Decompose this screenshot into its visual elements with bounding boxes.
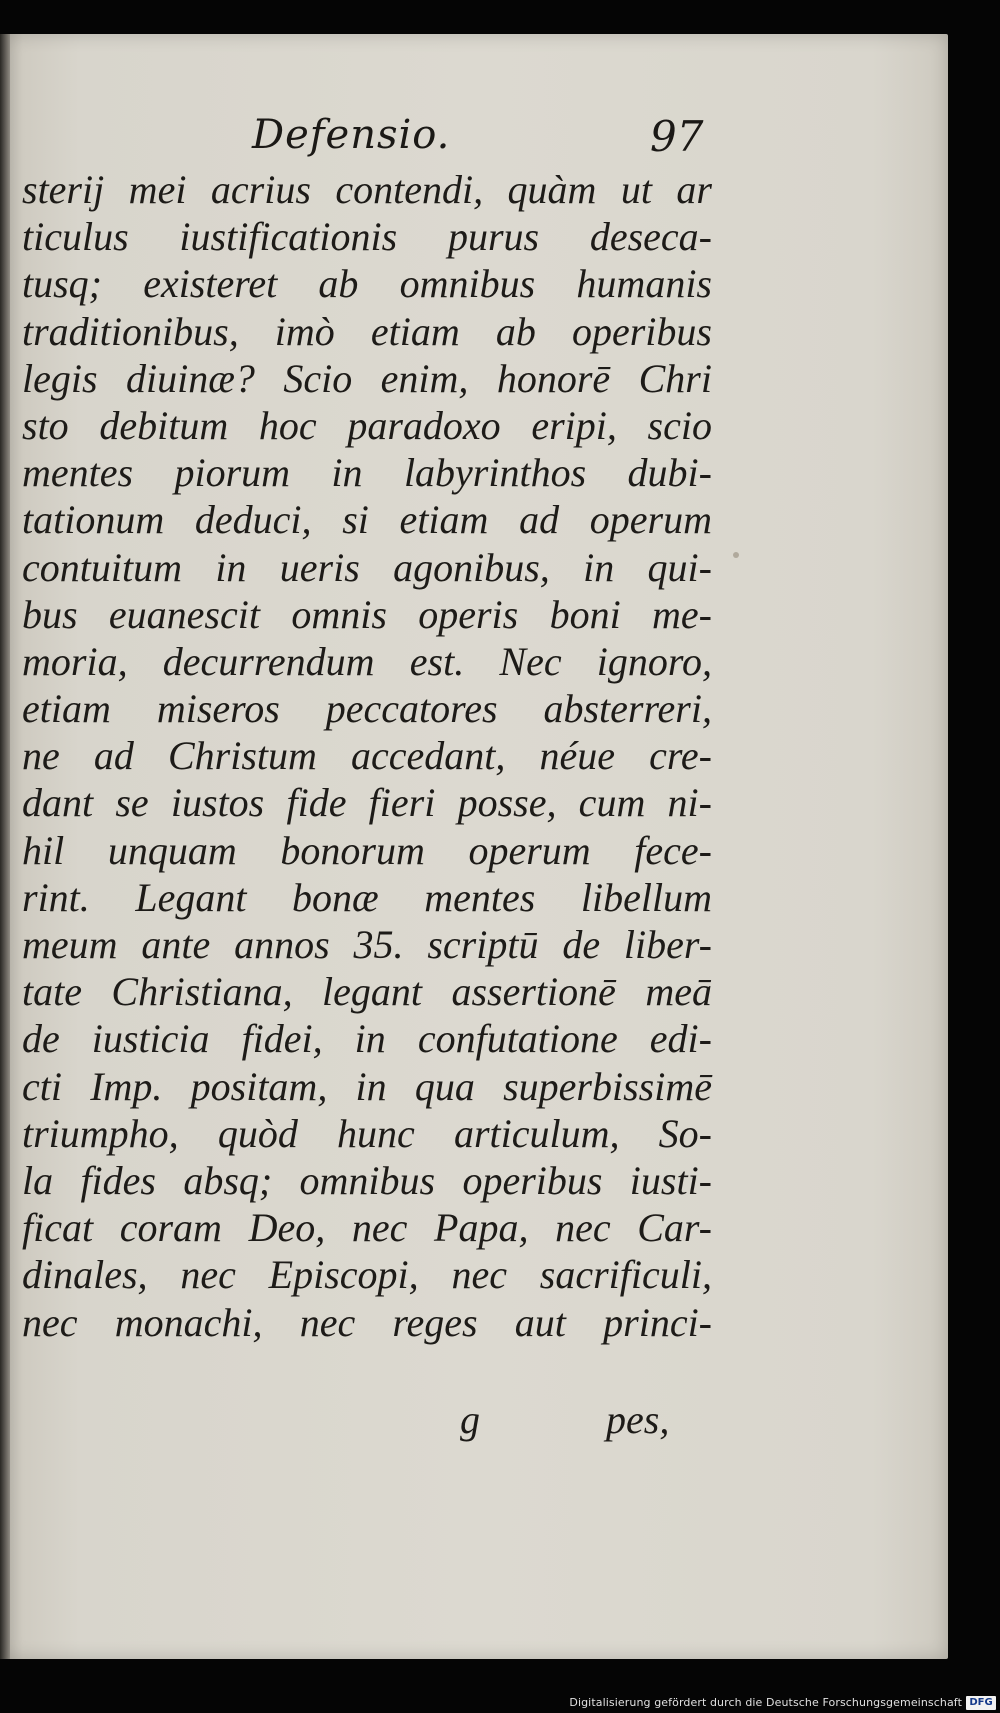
text-line: sto debitum hoc paradoxo eripi, scio (22, 402, 712, 448)
text-line: traditionibus, imò etiam ab operibus (22, 308, 712, 354)
running-head: Defensio. (252, 112, 451, 158)
text-line: cti Imp. positam, in qua superbissimē (22, 1063, 712, 1109)
text-line: triumpho, quòd hunc articulum, So- (22, 1110, 712, 1156)
body-text (22, 166, 722, 1346)
dfg-logo: DFG (966, 1696, 996, 1710)
catchword: pes, (606, 1397, 670, 1442)
signature-mark: g (460, 1397, 480, 1442)
text-line: tationum deduci, si etiam ad operum (22, 497, 712, 543)
text-line: contuitum in ueris agonibus, in qui- (22, 544, 712, 590)
page-header (0, 112, 1000, 172)
text-line: tusq; existeret ab omnibus humanis (22, 261, 712, 307)
text-line: hil unquam bonorum operum fece- (22, 827, 712, 873)
text-line: ficat coram Deo, nec Papa, nec Car- (22, 1205, 712, 1251)
paper-speck (733, 552, 739, 558)
text-line: la fides absq; omnibus operibus iusti- (22, 1157, 712, 1203)
text-line: etiam miseros peccatores absterreri, (22, 686, 712, 732)
text-line: ne ad Christum accedant, néue cre- (22, 733, 712, 779)
text-line: legis diuinæ? Scio enim, honorē Chri (22, 355, 712, 401)
digitization-credit: Digitalisierung gefördert durch die Deutsche Forschungsgemeinschaft (569, 1696, 962, 1709)
text-line: dant se iustos fide fieri posse, cum ni- (22, 780, 712, 826)
text-line: dinales, nec Episcopi, nec sacrificuli, (22, 1252, 712, 1298)
text-line: tate Christiana, legant assertionē meā (22, 969, 712, 1015)
signature-line (0, 1396, 1000, 1446)
page-number: 97 (650, 112, 704, 161)
text-line: mentes piorum in labyrinthos dubi- (22, 450, 712, 496)
text-line: bus euanescit omnis operis boni me- (22, 591, 712, 637)
text-line: de iusticia fidei, in confutatione edi- (22, 1016, 712, 1062)
text-line: rint. Legant bonæ mentes libellum (22, 874, 712, 920)
text-line: nec monachi, nec reges aut princi- (22, 1299, 712, 1345)
text-line: moria, decurrendum est. Nec ignoro, (22, 638, 712, 684)
text-line: meum ante annos 35. scriptū de liber- (22, 922, 712, 967)
text-line: ticulus iustificationis purus deseca- (22, 214, 712, 260)
text-line: sterij mei acrius contendi, quàm ut ar (22, 167, 712, 212)
